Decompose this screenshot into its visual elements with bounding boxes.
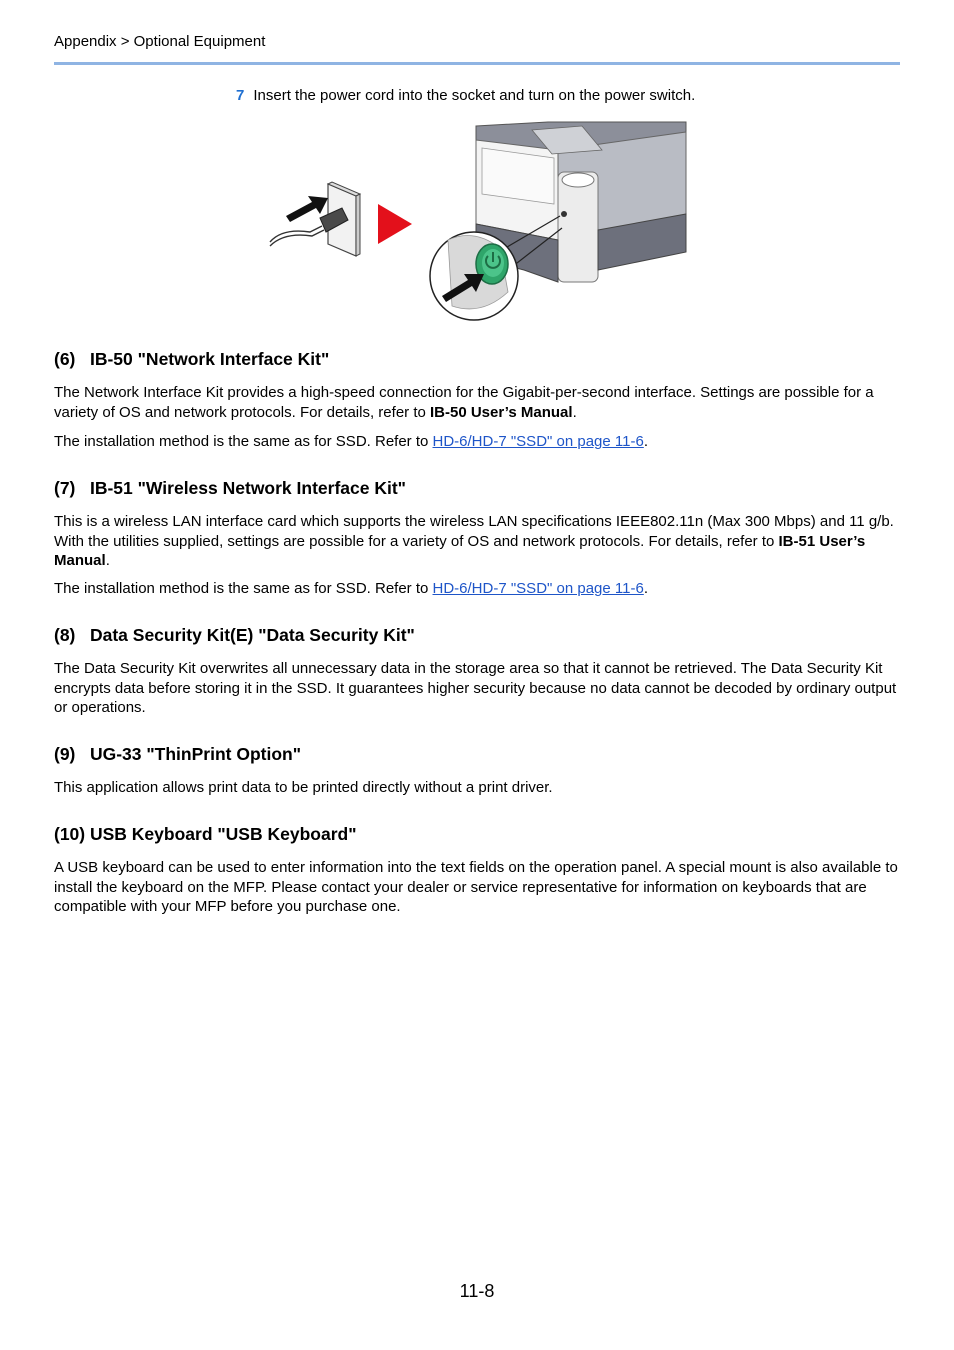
paragraph: This application allows print data to be printed directly without a print driver. — [54, 779, 553, 796]
ssd-page-link[interactable]: HD-6/HD-7 "SSD" on page 11-6 — [432, 580, 644, 597]
section-ib-50-body — [54, 383, 900, 422]
section-usb-keyboard — [54, 824, 900, 845]
paragraph: A USB keyboard can be used to enter information into the text fields on the operation panel. A special mount is also available to install the keyboard on the MFP. Please contact your dealer or service representative for information on keyboards that are compatible with your MFP before you purchase one. — [54, 859, 898, 915]
section-data-security-kit — [54, 625, 900, 646]
section-ib-51-body — [54, 512, 900, 571]
section-ib-51 — [54, 478, 900, 499]
section-thinprint — [54, 744, 900, 765]
header-divider — [54, 62, 900, 65]
section-thinprint-body — [54, 778, 900, 798]
section-heading: (6) IB-50 "Network Interface Kit" — [54, 349, 330, 369]
section-usb-keyboard-body — [54, 858, 900, 917]
step-7 — [236, 87, 695, 104]
paragraph: The Network Interface Kit provides a high-speed connection for the Gigabit-per-second interface. Settings are possible for a variety of OS and network protocols. For details, refer to IB-50 User’s Manual. — [54, 384, 874, 421]
section-heading: (10) USB Keyboard "USB Keyboard" — [54, 824, 357, 844]
manual-title: IB-50 User’s Manual — [430, 403, 573, 421]
section-heading: (7) IB-51 "Wireless Network Interface Kit" — [54, 478, 406, 498]
step-number: 7 — [236, 87, 245, 104]
section-heading: (9) UG-33 "ThinPrint Option" — [54, 744, 301, 764]
step-text: Insert the power cord into the socket and turn on the power switch. — [253, 87, 696, 104]
ssd-page-link[interactable]: HD-6/HD-7 "SSD" on page 11-6 — [432, 433, 644, 450]
section-ib-50-install — [54, 432, 900, 452]
section-data-security-kit-body — [54, 659, 900, 718]
power-cord-illustration — [262, 120, 692, 325]
section-heading: (8) Data Security Kit(E) "Data Security Kit" — [54, 625, 415, 645]
paragraph: The installation method is the same as for SSD. Refer to HD-6/HD-7 "SSD" on page 11-6. — [54, 580, 648, 597]
section-ib-51-install — [54, 579, 900, 599]
paragraph: The installation method is the same as for SSD. Refer to HD-6/HD-7 "SSD" on page 11-6. — [54, 433, 648, 450]
manual-title: IB-51 User’s Manual — [54, 532, 866, 569]
paragraph: The Data Security Kit overwrites all unnecessary data in the storage area so that it cannot be retrieved. The Data Security Kit encrypts data before storing it in the SSD. It guarantees higher security because no data cannot be decoded by ordinary output or operations. — [54, 660, 897, 716]
page-number: 11-8 — [459, 1281, 495, 1301]
breadcrumb: Appendix > Optional Equipment — [54, 33, 266, 50]
paragraph: This is a wireless LAN interface card which supports the wireless LAN specifications IEEE802.11n (Max 300 Mbps) and 11 g/b. With the utilities supplied, settings are possible for a variety of OS and network protocols. For details, refer to IB-51 User’s Manual. — [54, 513, 894, 569]
next-step-arrow-icon — [378, 204, 412, 244]
section-ib-50 — [54, 349, 900, 370]
